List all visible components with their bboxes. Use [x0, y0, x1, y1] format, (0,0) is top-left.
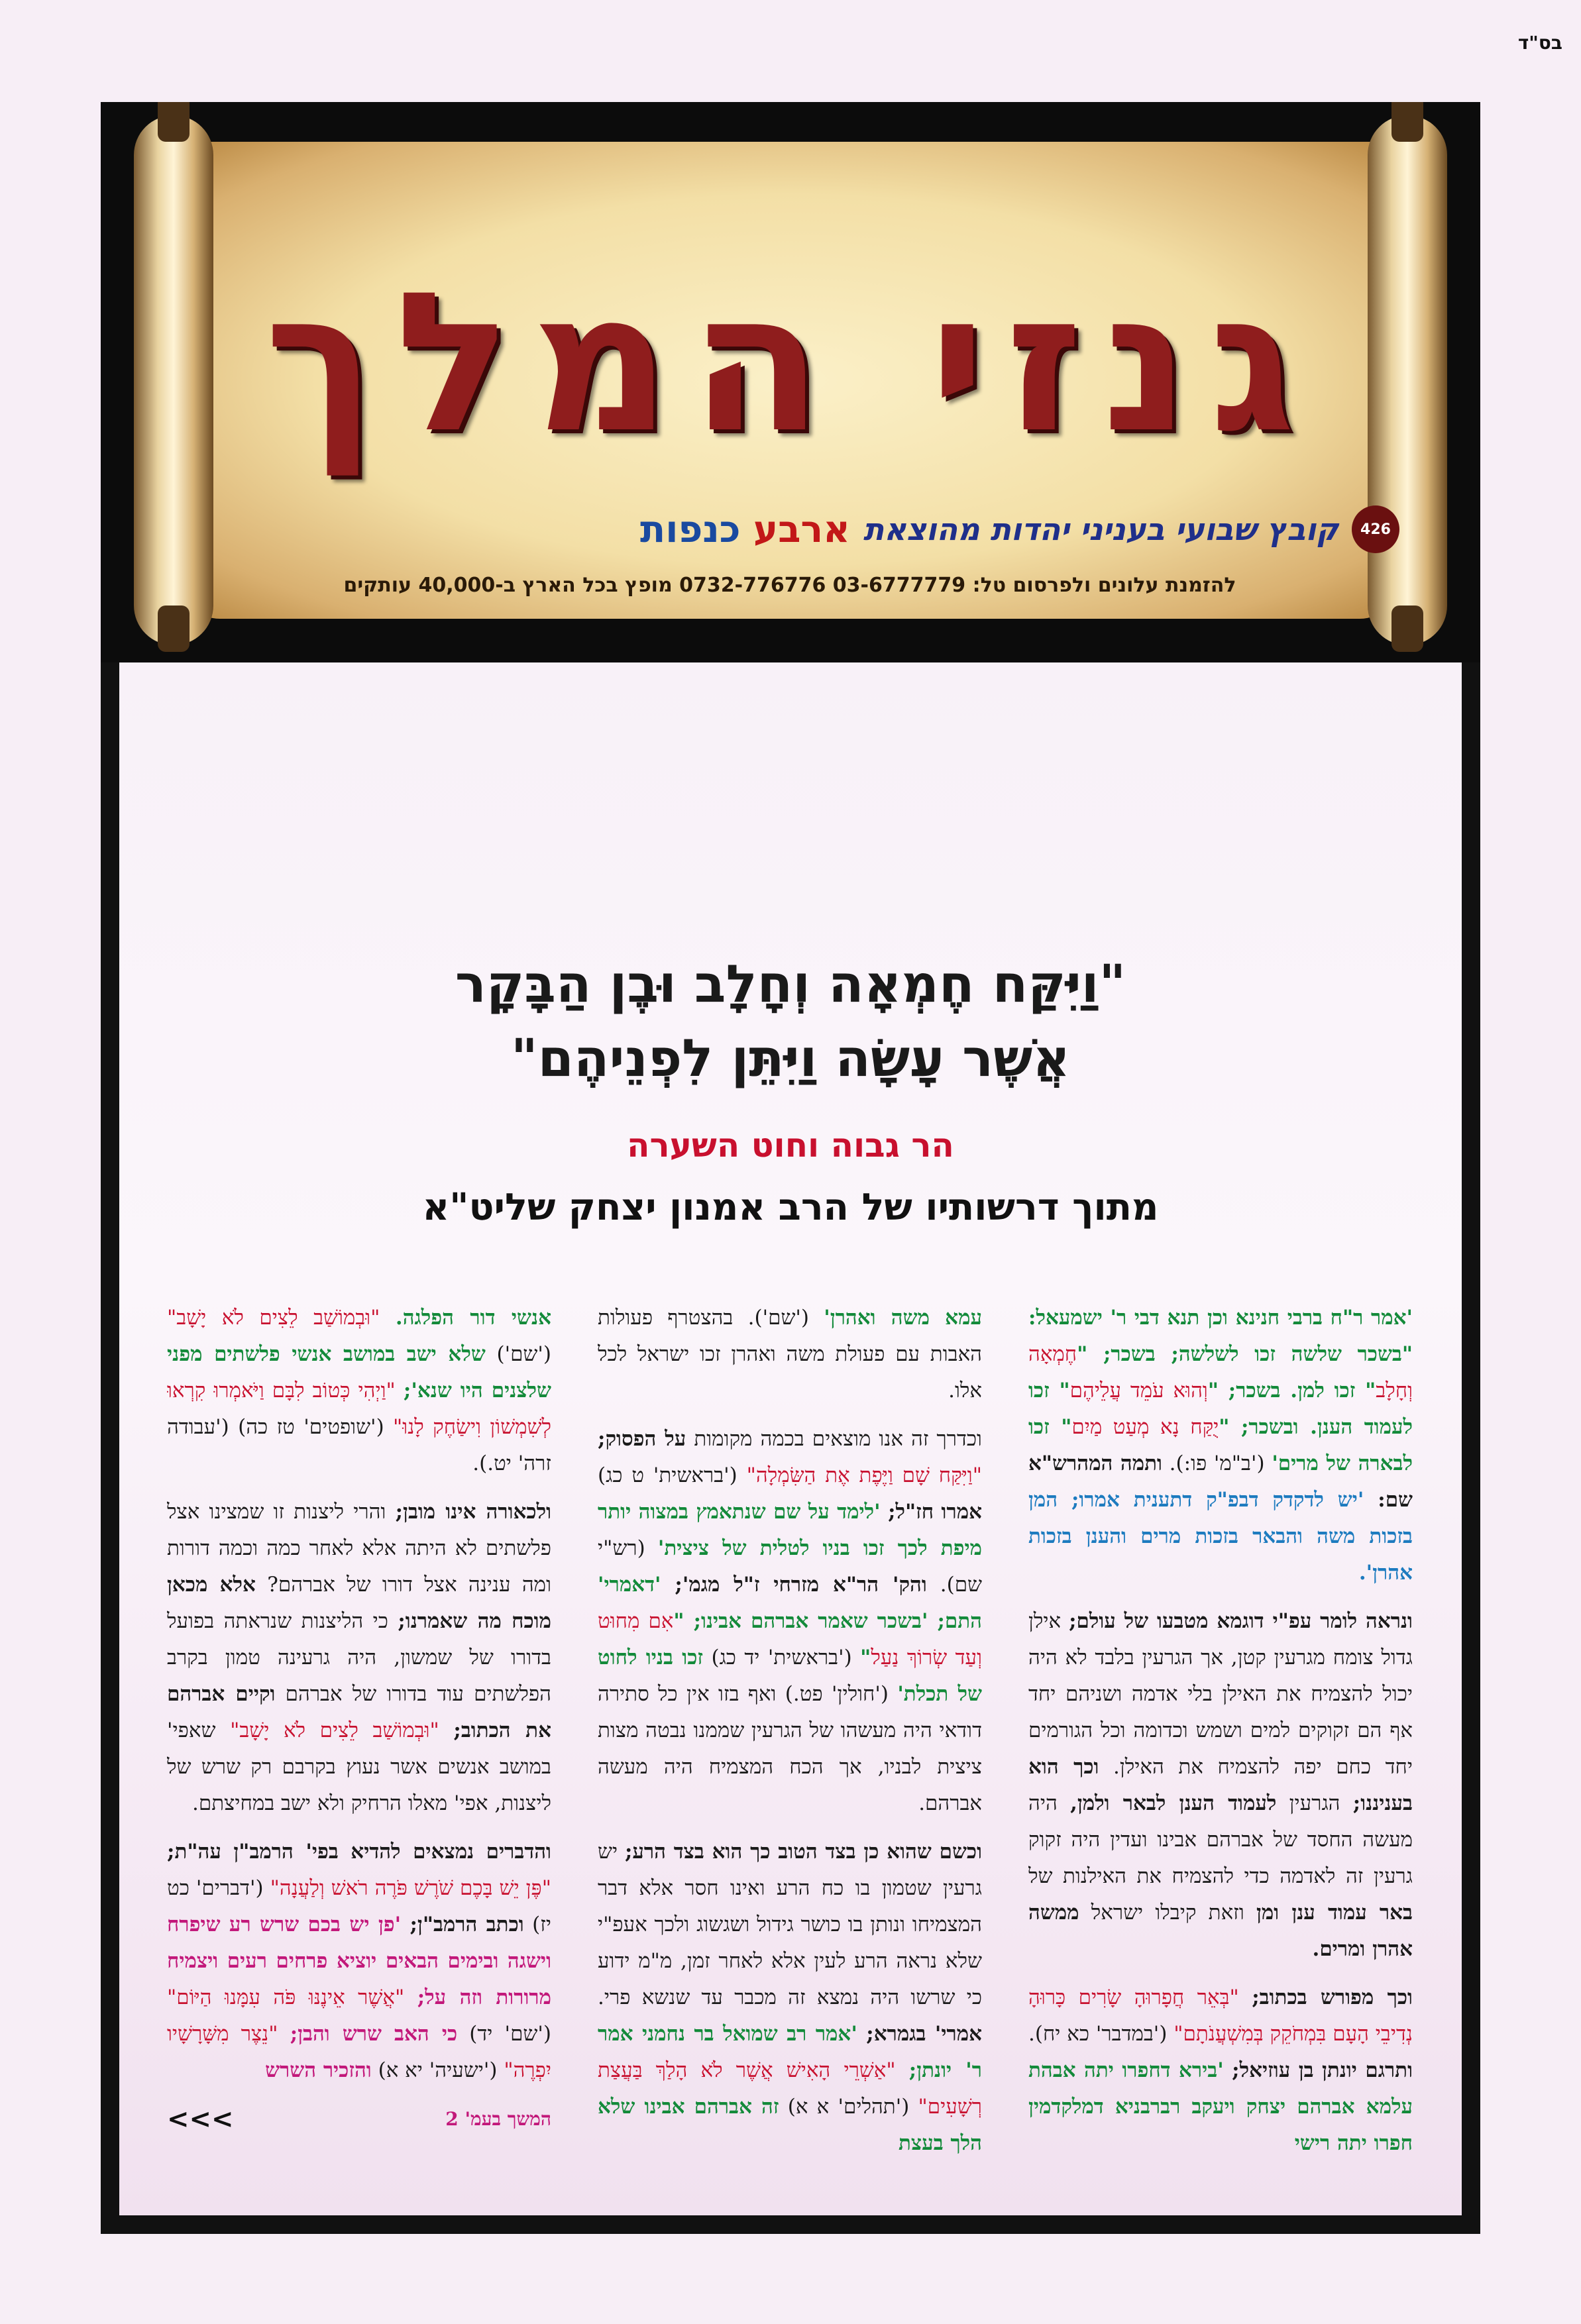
article-title	[186, 947, 1395, 1096]
page-frame	[101, 102, 1480, 2234]
masthead-subline	[459, 500, 1399, 559]
publisher-brand	[640, 508, 850, 551]
scroll-roll-left	[134, 115, 213, 645]
paragraph: וכדרך זה אנו מוצאים בכמה מקומות על הפסוק; "וַיִּקַּח שָׁם וַיֶּפֶת אֶת הַשִּׂמְלָה" ('בראשית' ט כג) אמרו חז"ל; 'לימד על שם שנתאמץ במצוה יותר מיפת לכך זכו בניו לטלית של ציצית' (רש"י שם). והק' הר"א מזרחי ז"ל מגמ'; 'דאמרי' התם; 'בשכר שאמר אברהם אבינו; "אִם מִחוּט וְעַד שְׂרוֹךְ נַעַל" ('בראשית' יד כג) זכו בניו לחוט של תכלת' ('חולין' פט.) ואף בזו אין כל סתירה דודאי היה מעשהו של הגרעין שממנו נבטה מצות ציצית לבניו, אך הכח המצמיח היה מעשה אברהם.	[598, 1427, 982, 1815]
article-columns	[167, 1300, 1413, 2201]
bsd-mark: בס"ד	[1517, 32, 1562, 54]
paragraph: ולכאורה אינו מובן; והרי ליצנות זו שמצינו אצל פלשתים לא היתה אלא לאחר כמה וכמה דורות ומה ענינה אצל דורו של אברהם? אלא מכאן מוכח מה שאמרנו; כי הליצנות שנראתה בפועל בדורו של שמשון, היה גרעינה טמון בקרב הפלשתים עוד בדורו של אברהם וקיים אברהם את הכתוב; "וּבְמוֹשַׁב לֵצִים לֹא יָשָׁב" שאפי' במושב אנשים אשר נעוץ בקרבם רק שרש של ליצנות, אפי' מאלו הרחיק ולא ישב במחיצתם.	[167, 1500, 551, 1815]
column-1	[1028, 1300, 1413, 2201]
brand-part1: ארבע	[753, 507, 850, 551]
masthead-header	[101, 102, 1480, 662]
article-subtitle: הר גבוה וחוט השערה	[627, 1126, 954, 1165]
paragraph: וכשם שהוא כן בצד הטוב כך הוא בצד הרע; יש גרעין שטמון בו כח הרע ואינו חסר אלא דבר המצמיחו ונותן בו כושר גידול ושגשוג ולכך אעפ"י שלא נראה הרע לעין אלא לאחר זמן, מ"מ ידוע כי שרשו היה נמצא זה מכבר עד שנשא פרי. אמרי' בגמרא; 'אמר רב שמואל בר נחמני אמר ר' יונתן; "אַשְׁרֵי הָאִישׁ אֲשֶׁר לֹא הָלַךְ בַּעֲצַת רְשָׁעִים" ('תהלים' א א) זה אברהם אבינו שלא הלך בעצת	[598, 1840, 982, 2155]
continued-label: המשך בעמ' 2	[445, 2108, 551, 2130]
brand-part2: כנפות	[640, 507, 741, 551]
article-byline: מתוך דרשותיו של הרב אמנון יצחק שליט"א	[422, 1186, 1159, 1229]
paragraph: וכך מפורש בכתוב; "בְּאֵר חֲפָרוּהָ שָׂרִים כָּרוּהָ נְדִיבֵי הָעָם בִּמְחֹקֵק בְּמִשְׁעֲנֹתָם" ('במדבר' כא יח). ותרגם יונתן בן עוזיאל; 'בירא דחפרו יתה אבהת עלמא אברהם יצחק ויעקב רברבניא דמלקדמין חפרו יתה רישי	[1028, 1985, 1413, 2155]
paragraph: 'אמר ר"ח ברבי חנינא וכן תנא דבי ר' ישמעאל: "בשכר שלשה זכו לשלשה; בשכר; "חֶמְאָה וְחָלָב" זכו למן. בשכר; "וְהוּא עֹמֵד עֲלֵיהֶם" זכו לעמוד הענן. ובשכר; "יֻקַּח נָא מְעַט מַיִם" זכו לבארה של מרים' ('ב"מ' פו:). ותמה המהרש"א שם: 'יש לדקדק דבפ"ק דתענית אמרו; המן בזכות משה והבאר בזכות מרים והענן בזכות אהרן'.	[1028, 1306, 1413, 1585]
column-2	[598, 1300, 982, 2201]
paragraph: עמא משה ואהרן' ('שם'). בהצטרף פעולות האבות עם פעולת משה ואהרן זכו ישראל לכל אלו.	[598, 1306, 982, 1402]
paragraph: ונראה לומר עפ"י דוגמא מטבעו של עולם; אילן גדול צומח מגרעין קטן, אך הגרעין בלבד לא היה יכול להצמיח את האילן בלי אדמה ושניהם יחד אף הם זקוקים למים ושמש וכדומה וכל הגורמים יחד כחם יפה להצמיח את האילן. וכך הוא בעניננו; הגרעין לעמוד הענן לבאר ולמן, היה מעשה החסד של אברהם אבינו ועדין היה זקוק גרעין זה לאדמה כדי להצמיח את האילנות של באר עמוד ענן ומן וזאת קיבלו ישראל ממשה אהרן ומרים.	[1028, 1609, 1413, 1961]
title-line-1: "וַיִּקַּח חֶמְאָה וְחָלָב וּבֶן הַבָּקָר	[455, 955, 1126, 1014]
paragraph: אנשי דור הפלגה. "וּבְמוֹשַׁב לֵצִים לֹא יָשָׁב" ('שם') שלא ישב במושב אנשי פלשתים מפני שלצנים היו שנא'; "וַיְהִי כְּטוֹב לִבָּם וַיֹּאמְרוּ קִרְאוּ לְשִׁמְשׁוֹן וִישַׂחֶק לָנוּ" ('שופטים' טז כה) ('עבודה זרה' יט.).	[167, 1306, 551, 1475]
article-content	[119, 662, 1462, 2215]
continued-arrows-icon[interactable]: <<<	[167, 2103, 234, 2135]
paragraph: והדברים נמצאים להדיא בפי' הרמב"ן עה"ת; "פֶּן יֵשׁ בָּכֶם שֹׁרֶשׁ פֹּרֶה רֹאשׁ וְלַעֲנָה" ('דברים' כט יז) וכתב הרמב"ן; 'פן יש בכם שרש רע שיפרח וישגה ובימים הבאים יוציא פרחים רעים ויצמיח מרורות וזה על; "אֲשֶׁר אֵינֶנּוּ פֹּה עִמָּנוּ הַיּוֹם" ('שם' יד) כי האב שרש והבן; "נֵצֶר מִשָּׁרָשָׁיו יִפְרֶה" ('ישעיה' יא א) והזכיר השרש	[167, 1840, 551, 2082]
contact-line: להזמנת עלונים ולפרסום טל: 03-6777779 0732-776776 מופץ בכל הארץ ב-40,000 עותקים	[343, 574, 1236, 597]
masthead-title: גנזי המלך	[264, 252, 1315, 475]
masthead-tagline: קובץ שבועי בעניני יהדות מהוצאת	[863, 511, 1338, 547]
title-line-2: אֲשֶׁר עָשָׂה וַיִּתֵּן לִפְנֵיהֶם"	[510, 1029, 1071, 1088]
scroll-roll-right	[1368, 115, 1447, 645]
column-3	[167, 1300, 551, 2201]
continued-note	[167, 2101, 551, 2137]
issue-number-badge: 426	[1352, 505, 1399, 553]
